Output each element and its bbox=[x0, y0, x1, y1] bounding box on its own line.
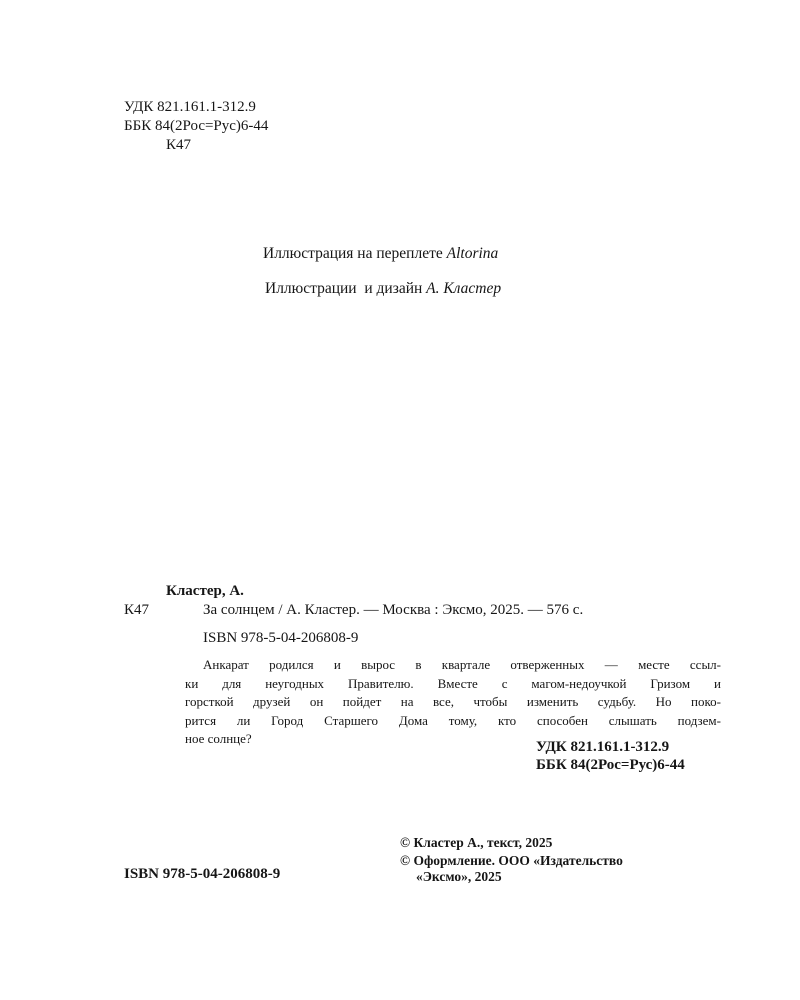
record-author-mark: К47 bbox=[124, 602, 150, 618]
design-credit-label: Иллюстрации и дизайн bbox=[265, 280, 423, 297]
annotation-line: ки для неугодных Правителю. Вместе с магом-недоучкой Гризом и bbox=[185, 675, 721, 691]
record-isbn: ISBN 978-5-04-206808-9 bbox=[203, 630, 359, 646]
record-title-line: За солнцем / А. Кластер. — Москва : Эксмо, 2025. — 576 с. bbox=[203, 602, 584, 618]
annotation-line: горсткой друзей он пойдет на все, чтобы изменить судьбу. Но поко- bbox=[185, 694, 721, 710]
copyright-text: © Кластер А., текст, 2025 bbox=[400, 835, 553, 850]
cover-illustrator-name: Altorina bbox=[446, 245, 499, 262]
record-udk-code: УДК 821.161.1-312.9 bbox=[536, 739, 670, 755]
designer-name: А. Кластер bbox=[426, 280, 502, 297]
bbk-code: ББК 84(2Рос=Рус)6-44 bbox=[124, 118, 269, 134]
copyright-publisher: «Эксмо», 2025 bbox=[416, 869, 502, 884]
footer-isbn: ISBN 978-5-04-206808-9 bbox=[124, 866, 281, 882]
annotation-line: рится ли Город Старшего Дома тому, кто способен слышать подзем- bbox=[185, 712, 721, 728]
annotation-line: Анкарат родился и вырос в квартале отверженных — месте ссыл- bbox=[203, 657, 721, 672]
copyright-design: © Оформление. ООО «Издательство bbox=[400, 853, 623, 868]
udk-code: УДК 821.161.1-312.9 bbox=[124, 99, 256, 115]
annotation-line: ное солнце? bbox=[185, 731, 252, 747]
record-author-heading: Кластер, А. bbox=[166, 583, 244, 599]
illustrations-design-credit bbox=[265, 280, 501, 298]
record-annotation bbox=[185, 656, 721, 749]
cover-illustration-credit bbox=[263, 245, 498, 263]
author-mark: К47 bbox=[166, 137, 192, 153]
cover-credit-label: Иллюстрация на переплете bbox=[263, 245, 443, 262]
record-bbk-code: ББК 84(2Рос=Рус)6-44 bbox=[536, 757, 685, 773]
